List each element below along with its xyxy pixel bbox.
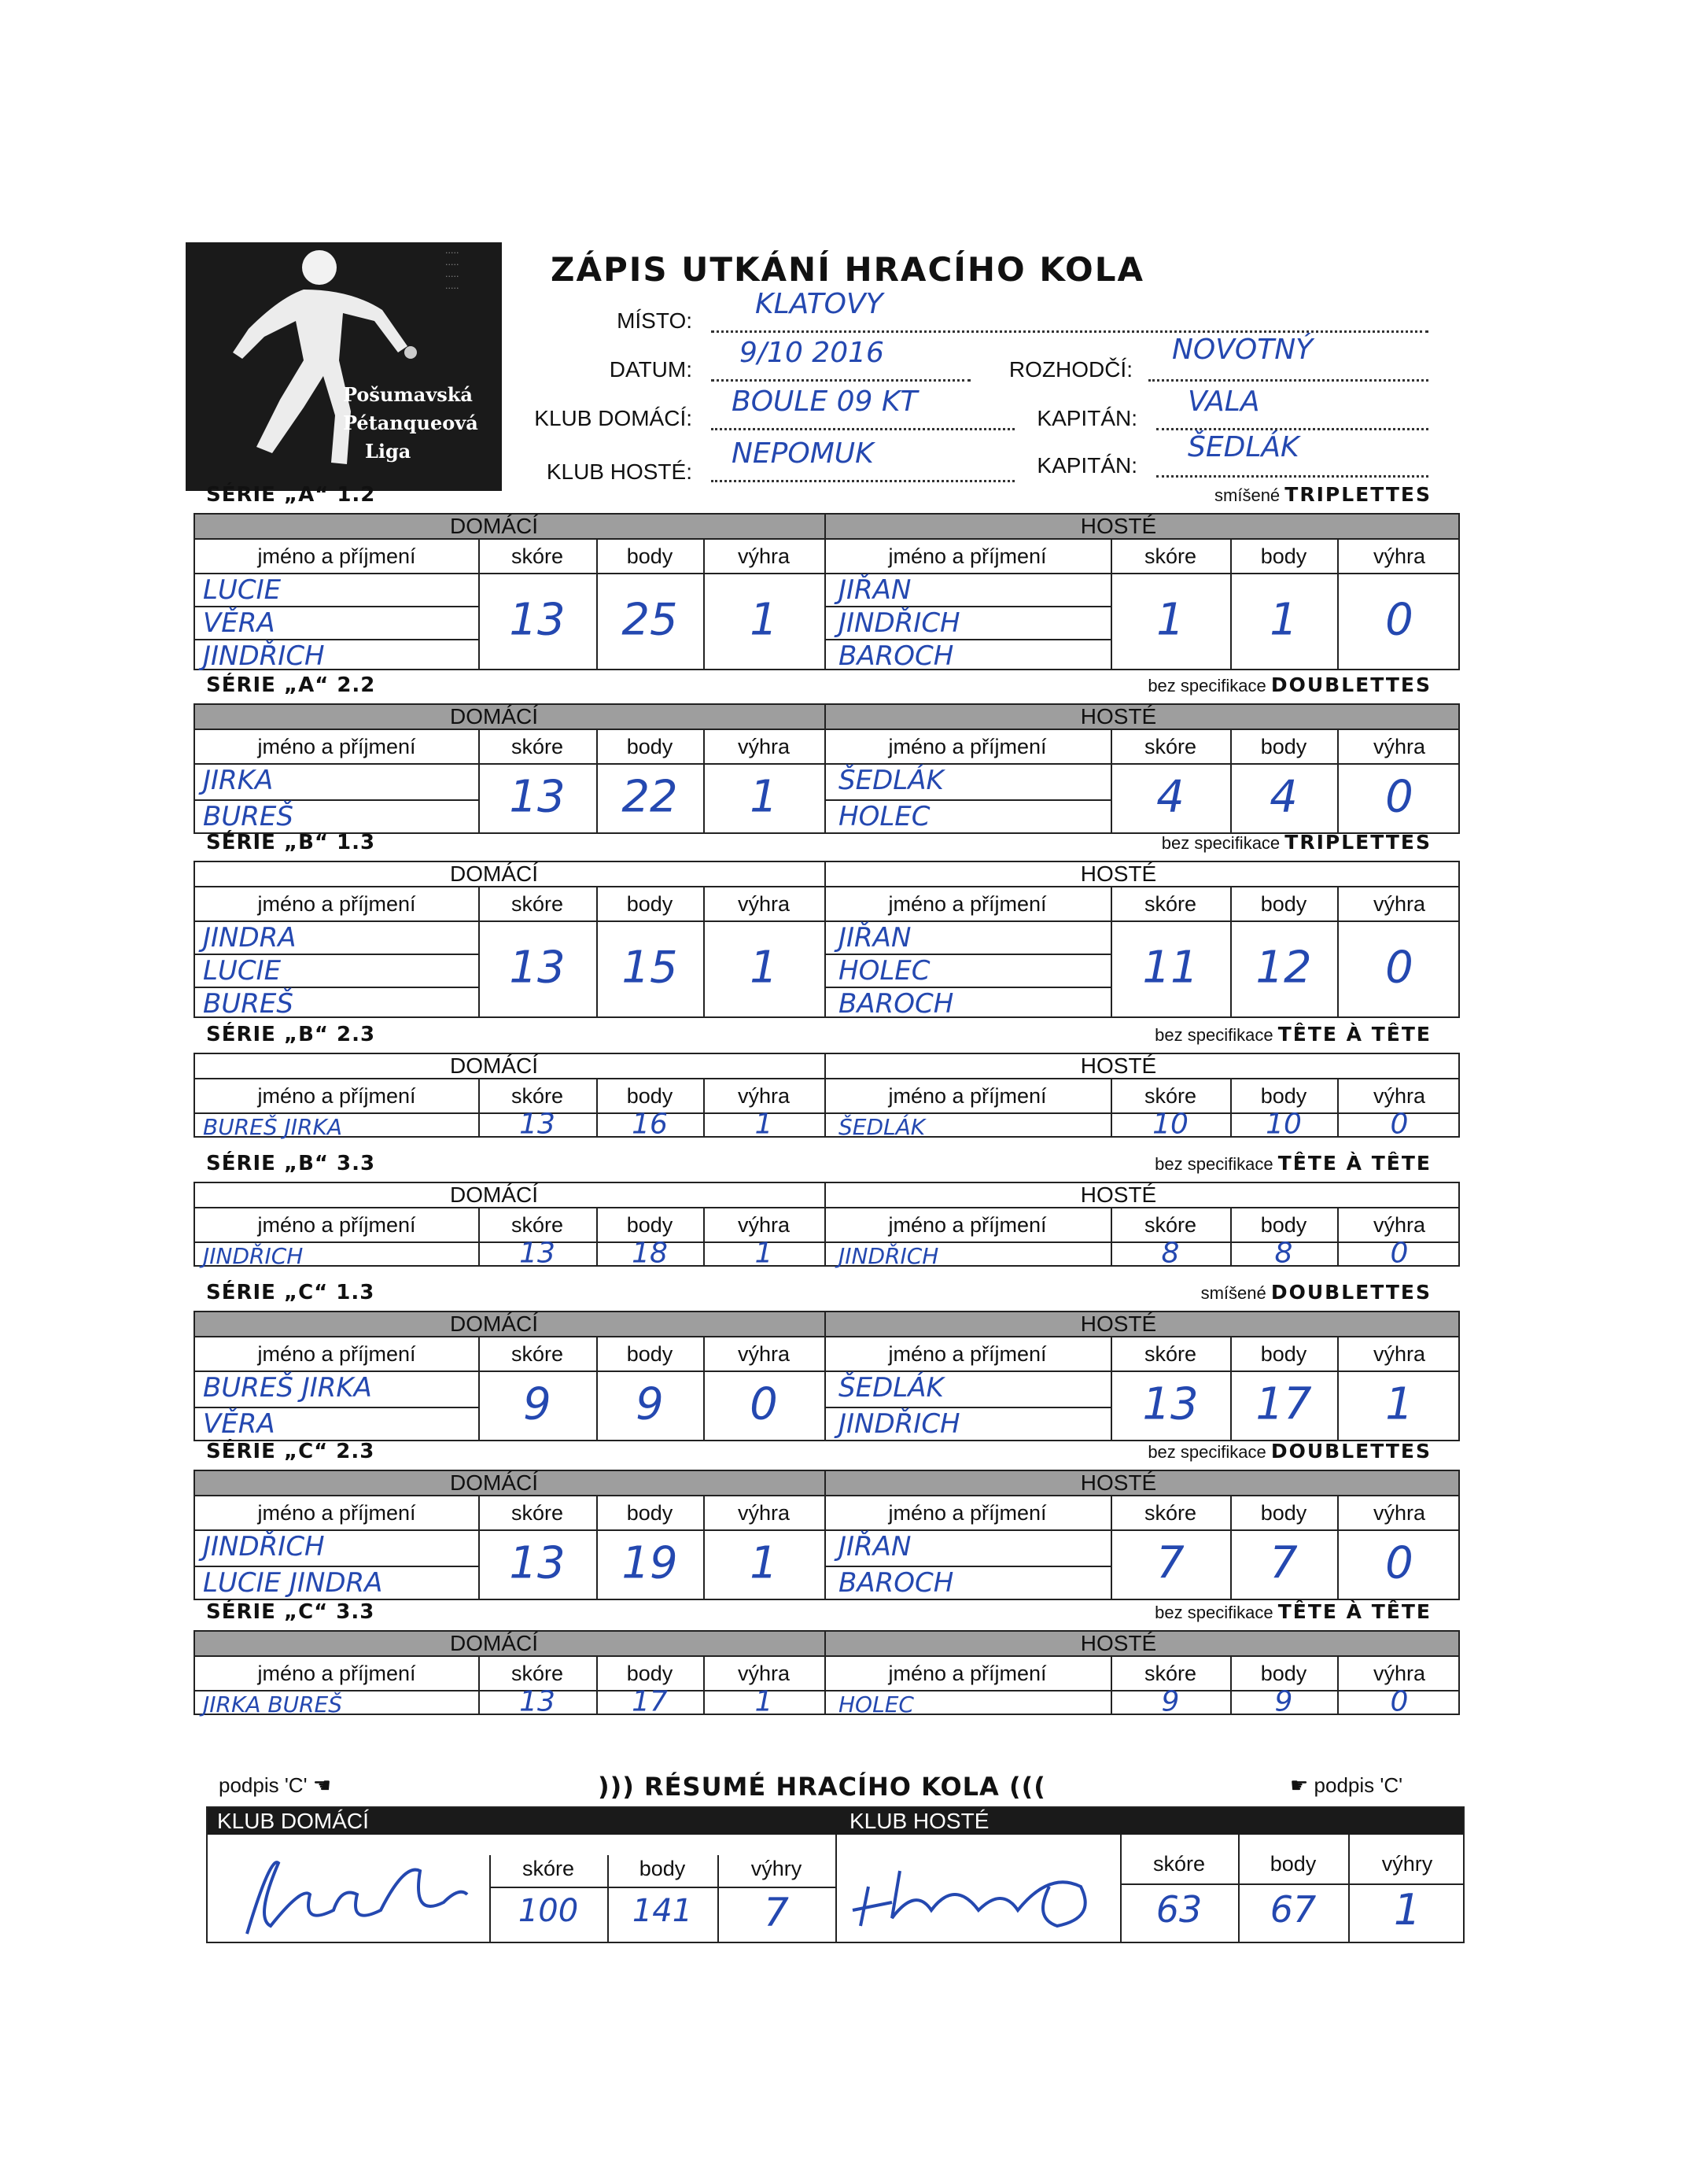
misto-line: [711, 330, 1428, 333]
guest-vyhra-header: výhra: [1373, 892, 1426, 916]
home-player-name: VĚRA: [203, 1408, 275, 1440]
spec-prefix: bez specifikace: [1155, 1025, 1273, 1045]
series-spec: [944, 1152, 1432, 1175]
home-skore-value: 13: [509, 942, 566, 994]
home-player-name: JINDŘICH: [203, 1243, 304, 1269]
home-player-name: BUREŠ: [203, 988, 293, 1020]
hoste-header: HOSTÉ: [1080, 1053, 1157, 1078]
guest-vyhra-value: 0: [1390, 1108, 1409, 1141]
home-skore-header: skóre: [510, 1342, 564, 1366]
summary-guest-vyhry: 1: [1393, 1885, 1421, 1935]
guest-body-value: 8: [1274, 1237, 1293, 1270]
domaci-header: DOMÁCÍ: [450, 704, 538, 729]
home-body-header: body: [626, 1213, 673, 1237]
home-jmeno-header: jméno a příjmení: [257, 544, 416, 568]
home-vyhra-header: výhra: [737, 1213, 791, 1237]
guest-skore-value: 10: [1152, 1108, 1189, 1141]
home-jmeno-header: jméno a příjmení: [257, 1342, 416, 1366]
table-header-band: [195, 1632, 1458, 1655]
home-body-header: body: [626, 735, 673, 758]
summary-guest-body: 67: [1270, 1888, 1317, 1931]
guest-player-name: BAROCH: [838, 1567, 954, 1599]
kapitan-hoste-line: [1156, 475, 1428, 478]
home-body-value: 9: [636, 1378, 664, 1430]
guest-vyhra-header: výhra: [1373, 1084, 1426, 1108]
home-skore-value: 9: [523, 1378, 551, 1430]
domaci-header: DOMÁCÍ: [450, 1631, 538, 1655]
series-table: [193, 703, 1460, 834]
guest-body-value: 12: [1255, 942, 1312, 994]
series-label: SÉRIE „B“ 1.3: [206, 831, 376, 854]
guest-body-value: 10: [1266, 1108, 1302, 1141]
guest-vyhra-header: výhra: [1373, 1662, 1426, 1685]
series-spec: [944, 831, 1432, 854]
guest-jmeno-header: jméno a příjmení: [888, 892, 1047, 916]
guest-skore-value: 7: [1156, 1537, 1185, 1589]
guest-vyhra-value: 0: [1385, 771, 1413, 823]
series-table: [193, 1311, 1460, 1441]
guest-body-value: 1: [1270, 594, 1298, 646]
home-vyhra-value: 1: [750, 942, 778, 994]
summary-guest-skore: 63: [1155, 1888, 1203, 1931]
spec-prefix: bez specifikace: [1148, 1442, 1266, 1462]
summary-table: [206, 1806, 1465, 1943]
guest-skore-value: 9: [1161, 1685, 1180, 1718]
guest-skore-header: skóre: [1144, 735, 1197, 758]
spec-prefix: bez specifikace: [1161, 833, 1281, 853]
klub-domaci-line: [711, 428, 1015, 430]
resume-title: ))) RÉSUMÉ HRACÍHO KOLA (((: [598, 1772, 1046, 1802]
home-player-name: LUCIE: [203, 955, 282, 987]
klub-domaci-value: BOULE 09 KT: [732, 386, 918, 418]
guest-body-header: body: [1260, 735, 1307, 758]
guest-skore-header: skóre: [1144, 1213, 1197, 1237]
guest-player-name: BAROCH: [838, 988, 954, 1020]
home-player-name: BUREŠ JIRKA: [203, 1114, 343, 1140]
spec-type: TÊTE À TÊTE: [1277, 1600, 1432, 1623]
spec-type: TRIPLETTES: [1284, 831, 1432, 854]
guest-vyhra-header: výhra: [1373, 1213, 1426, 1237]
summary-home-vyhry-header: výhry: [750, 1857, 802, 1880]
datum-line: [711, 379, 971, 382]
home-skore-header: skóre: [510, 1084, 564, 1108]
home-body-value: 25: [621, 594, 678, 646]
hoste-header: HOSTÉ: [1080, 1470, 1157, 1495]
domaci-header: DOMÁCÍ: [450, 861, 538, 886]
summary-klub-hoste: KLUB HOSTÉ: [850, 1809, 990, 1833]
summary-home-vyhry: 7: [764, 1890, 789, 1935]
summary-klub-domaci: KLUB DOMÁCÍ: [217, 1809, 369, 1833]
guest-jmeno-header: jméno a příjmení: [888, 1342, 1047, 1366]
summary-guest-body-header: body: [1270, 1852, 1317, 1876]
guest-jmeno-header: jméno a příjmení: [888, 1213, 1047, 1237]
home-skore-value: 13: [509, 1537, 566, 1589]
guest-player-name: JINDŘICH: [838, 1243, 939, 1269]
guest-body-header: body: [1260, 1662, 1307, 1685]
guest-player-name: JIŘAN: [838, 922, 912, 954]
home-player-name: JINDRA: [203, 922, 297, 954]
guest-body-header: body: [1260, 1213, 1307, 1237]
home-body-header: body: [626, 544, 673, 568]
guest-jmeno-header: jméno a příjmení: [888, 1501, 1047, 1525]
guest-vyhra-value: 0: [1385, 594, 1413, 646]
guest-body-value: 17: [1255, 1378, 1312, 1430]
home-jmeno-header: jméno a příjmení: [257, 1213, 416, 1237]
guest-skore-header: skóre: [1144, 892, 1197, 916]
spec-prefix: bez specifikace: [1155, 1154, 1273, 1174]
home-player-name: LUCIE: [203, 574, 282, 606]
spec-prefix: smíšené: [1214, 485, 1281, 505]
home-vyhra-value: 1: [750, 1537, 778, 1589]
spec-prefix: bez specifikace: [1148, 676, 1266, 695]
spec-type: TÊTE À TÊTE: [1277, 1023, 1432, 1046]
series-label: SÉRIE „C“ 1.3: [206, 1281, 375, 1304]
home-body-value: 22: [621, 771, 678, 823]
table-header-band: [195, 862, 1458, 886]
guest-body-header: body: [1260, 544, 1307, 568]
home-body-header: body: [626, 1084, 673, 1108]
domaci-header: DOMÁCÍ: [450, 1312, 538, 1336]
home-vyhra-value: 1: [754, 1685, 773, 1718]
guest-player-name: HOLEC: [838, 1691, 914, 1717]
series-spec: [944, 1281, 1432, 1304]
home-jmeno-header: jméno a příjmení: [257, 735, 416, 758]
logo-small-text: ····· ····· ····· ·····: [445, 248, 459, 293]
guest-skore-value: 13: [1142, 1378, 1199, 1430]
home-skore-value: 13: [519, 1237, 555, 1270]
home-jmeno-header: jméno a příjmení: [257, 1084, 416, 1108]
guest-player-name: JIŘAN: [838, 1531, 912, 1562]
guest-player-name: JINDŘICH: [838, 1408, 960, 1440]
league-logo: [186, 242, 502, 491]
guest-skore-value: 8: [1161, 1237, 1180, 1270]
table-header-band: [195, 1471, 1458, 1495]
guest-vyhra-value: 0: [1390, 1237, 1409, 1270]
home-vyhra-value: 0: [750, 1378, 778, 1430]
home-captain-signature: [223, 1839, 475, 1942]
guest-body-value: 4: [1270, 771, 1298, 823]
podpis-label-left: podpis 'C' ☚: [219, 1773, 332, 1797]
domaci-header: DOMÁCÍ: [450, 1470, 538, 1495]
klub-hoste-line: [711, 480, 1015, 482]
domaci-header: DOMÁCÍ: [450, 1053, 538, 1078]
guest-skore-header: skóre: [1144, 1084, 1197, 1108]
rozhodci-value: NOVOTNÝ: [1172, 334, 1314, 366]
series-table: [193, 513, 1460, 670]
guest-player-name: ŠEDLÁK: [838, 1114, 926, 1140]
home-vyhra-header: výhra: [737, 735, 791, 758]
series-spec: [944, 1023, 1432, 1046]
summary-home-skore-header: skóre: [521, 1857, 575, 1880]
home-jmeno-header: jméno a příjmení: [257, 1662, 416, 1685]
series-table: [193, 1053, 1460, 1141]
domaci-header: DOMÁCÍ: [450, 514, 538, 538]
home-player-name: LUCIE JINDRA: [203, 1567, 383, 1599]
guest-vyhra-value: 0: [1385, 942, 1413, 994]
home-vyhra-header: výhra: [737, 1342, 791, 1366]
home-skore-value: 13: [509, 594, 566, 646]
series-table: [193, 1630, 1460, 1718]
series-table: [193, 1470, 1460, 1600]
hoste-header: HOSTÉ: [1080, 704, 1157, 729]
home-player-name: JIRKA: [203, 765, 274, 796]
misto-label: MÍSTO:: [617, 308, 692, 333]
kapitan-domaci-label: KAPITÁN:: [1037, 406, 1137, 430]
hoste-header: HOSTÉ: [1080, 861, 1157, 886]
table-header-band: [195, 1183, 1458, 1207]
logo-line-2: Pétanqueová: [343, 411, 478, 434]
domaci-header: DOMÁCÍ: [450, 1182, 538, 1207]
series-spec: [944, 673, 1432, 696]
series-label: SÉRIE „C“ 3.3: [206, 1600, 375, 1624]
home-body-header: body: [626, 1342, 673, 1366]
home-skore-header: skóre: [510, 1662, 564, 1685]
guest-vyhra-value: 0: [1385, 1537, 1413, 1589]
rozhodci-line: [1148, 379, 1428, 382]
guest-body-value: 9: [1274, 1685, 1293, 1718]
home-vyhra-header: výhra: [737, 1084, 791, 1108]
guest-player-name: JINDŘICH: [838, 607, 960, 639]
guest-player-name: JIŘAN: [838, 574, 912, 606]
home-body-value: 17: [632, 1685, 668, 1718]
spec-type: DOUBLETTES: [1270, 1440, 1432, 1463]
hoste-header: HOSTÉ: [1080, 1182, 1157, 1207]
guest-body-value: 7: [1270, 1537, 1298, 1589]
klub-domaci-label: KLUB DOMÁCÍ:: [534, 406, 692, 430]
guest-skore-header: skóre: [1144, 1501, 1197, 1525]
home-vyhra-value: 1: [750, 771, 778, 823]
home-skore-header: skóre: [510, 544, 564, 568]
guest-vyhra-header: výhra: [1373, 1501, 1426, 1525]
guest-vyhra-header: výhra: [1373, 544, 1426, 568]
home-player-name: JIRKA BUREŠ: [203, 1691, 343, 1717]
home-skore-header: skóre: [510, 735, 564, 758]
summary-home-skore: 100: [518, 1893, 579, 1929]
home-body-header: body: [626, 1501, 673, 1525]
series-spec: [944, 1600, 1432, 1623]
guest-body-header: body: [1260, 1501, 1307, 1525]
home-player-name: JINDŘICH: [203, 640, 325, 672]
summary-guest-skore-header: skóre: [1152, 1852, 1206, 1876]
home-body-value: 16: [632, 1108, 668, 1141]
guest-jmeno-header: jméno a příjmení: [888, 544, 1047, 568]
spec-prefix: smíšené: [1200, 1283, 1266, 1303]
series-label: SÉRIE „C“ 2.3: [206, 1440, 375, 1463]
summary-home-body-header: body: [639, 1857, 686, 1880]
guest-jmeno-header: jméno a příjmení: [888, 735, 1047, 758]
guest-skore-header: skóre: [1144, 1342, 1197, 1366]
rozhodci-label: ROZHODČÍ:: [1008, 357, 1133, 382]
guest-player-name: BAROCH: [838, 640, 954, 672]
home-skore-header: skóre: [510, 892, 564, 916]
datum-value: 9/10 2016: [739, 337, 884, 369]
guest-player-name: ŠEDLÁK: [838, 1372, 944, 1404]
guest-skore-header: skóre: [1144, 1662, 1197, 1685]
summary-guest-vyhry-header: výhry: [1381, 1852, 1433, 1876]
series-label: SÉRIE „B“ 3.3: [206, 1152, 376, 1175]
series-table: [193, 861, 1460, 1018]
home-vyhra-header: výhra: [737, 544, 791, 568]
table-header-band: [195, 1312, 1458, 1336]
guest-vyhra-value: 1: [1385, 1378, 1413, 1430]
guest-jmeno-header: jméno a příjmení: [888, 1084, 1047, 1108]
home-vyhra-header: výhra: [737, 1501, 791, 1525]
home-vyhra-header: výhra: [737, 1662, 791, 1685]
spec-type: TRIPLETTES: [1284, 483, 1432, 506]
guest-body-header: body: [1260, 1342, 1307, 1366]
guest-jmeno-header: jméno a příjmení: [888, 1662, 1047, 1685]
guest-body-header: body: [1260, 892, 1307, 916]
home-body-value: 18: [632, 1237, 668, 1270]
guest-vyhra-header: výhra: [1373, 735, 1426, 758]
home-vyhra-value: 1: [754, 1237, 773, 1270]
home-player-name: BUREŠ: [203, 801, 293, 832]
home-skore-header: skóre: [510, 1501, 564, 1525]
guest-skore-value: 1: [1156, 594, 1185, 646]
series-spec: [944, 483, 1432, 506]
series-label: SÉRIE „A“ 1.2: [206, 483, 376, 507]
guest-player-name: HOLEC: [838, 955, 931, 987]
home-body-header: body: [626, 892, 673, 916]
kapitan-hoste-label: KAPITÁN:: [1037, 453, 1137, 478]
logo-line-1: Pošumavská: [343, 383, 473, 406]
misto-value: KLATOVY: [755, 288, 883, 320]
home-skore-value: 13: [519, 1108, 555, 1141]
home-skore-value: 13: [519, 1685, 555, 1718]
hoste-header: HOSTÉ: [1080, 1312, 1157, 1336]
spec-type: DOUBLETTES: [1270, 673, 1432, 696]
guest-player-name: ŠEDLÁK: [838, 765, 944, 796]
home-player-name: BUREŠ JIRKA: [203, 1372, 372, 1404]
guest-body-header: body: [1260, 1084, 1307, 1108]
kapitan-hoste-value: ŠEDLÁK: [1188, 431, 1299, 463]
home-body-value: 19: [621, 1537, 678, 1589]
datum-label: DATUM:: [609, 357, 692, 382]
home-body-value: 15: [621, 942, 678, 994]
guest-player-name: HOLEC: [838, 801, 931, 832]
guest-vyhra-value: 0: [1390, 1685, 1409, 1718]
podpis-label-right: ☛ podpis 'C': [1290, 1773, 1403, 1797]
hoste-header: HOSTÉ: [1080, 1631, 1157, 1655]
form-title: ZÁPIS UTKÁNÍ HRACÍHO KOLA: [551, 250, 1144, 289]
guest-skore-value: 4: [1156, 771, 1185, 823]
table-header-band: [195, 1054, 1458, 1078]
series-label: SÉRIE „A“ 2.2: [206, 673, 376, 697]
summary-home-body: 141: [632, 1893, 693, 1929]
guest-vyhra-header: výhra: [1373, 1342, 1426, 1366]
series-spec: [944, 1440, 1432, 1463]
klub-hoste-label: KLUB HOSTÉ:: [546, 459, 692, 484]
home-jmeno-header: jméno a příjmení: [257, 1501, 416, 1525]
klub-hoste-value: NEPOMUK: [732, 437, 874, 470]
home-vyhra-value: 1: [754, 1108, 773, 1141]
guest-captain-signature: [845, 1839, 1112, 1942]
kapitan-domaci-value: VALA: [1188, 386, 1260, 418]
hoste-header: HOSTÉ: [1080, 514, 1157, 538]
guest-skore-value: 11: [1142, 942, 1199, 994]
home-vyhra-value: 1: [750, 594, 778, 646]
home-skore-value: 13: [509, 771, 566, 823]
series-table: [193, 1182, 1460, 1270]
home-jmeno-header: jméno a příjmení: [257, 892, 416, 916]
logo-line-3: Liga: [365, 440, 411, 463]
home-player-name: VĚRA: [203, 607, 275, 639]
summary-header: [208, 1808, 1463, 1835]
table-header-band: [195, 515, 1458, 538]
home-player-name: JINDŘICH: [203, 1531, 325, 1562]
home-skore-header: skóre: [510, 1213, 564, 1237]
table-header-band: [195, 705, 1458, 729]
kapitan-domaci-line: [1156, 428, 1428, 430]
series-label: SÉRIE „B“ 2.3: [206, 1023, 376, 1046]
home-vyhra-header: výhra: [737, 892, 791, 916]
spec-type: DOUBLETTES: [1270, 1281, 1432, 1304]
spec-prefix: bez specifikace: [1155, 1603, 1273, 1622]
home-body-header: body: [626, 1662, 673, 1685]
spec-type: TÊTE À TÊTE: [1277, 1152, 1432, 1175]
guest-skore-header: skóre: [1144, 544, 1197, 568]
